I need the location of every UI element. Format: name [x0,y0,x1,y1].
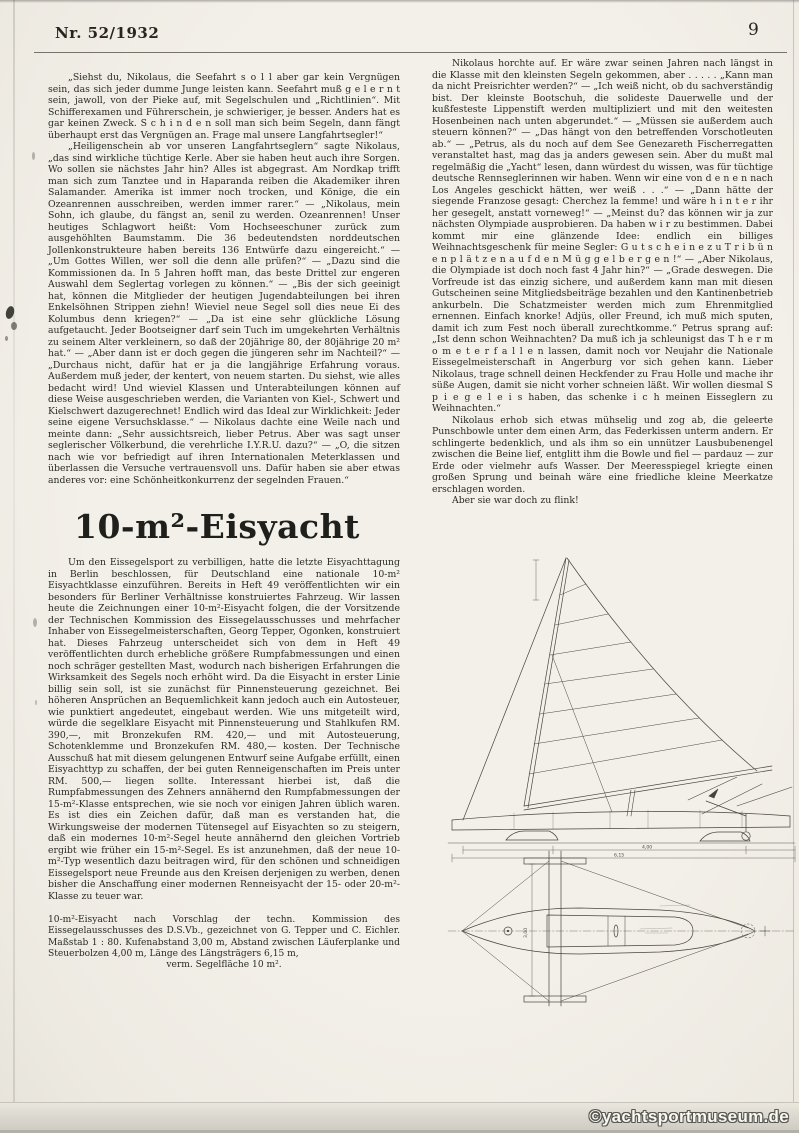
stern-crosshair [760,926,770,936]
left-column [48,72,400,971]
figure-caption [48,915,400,971]
boom-top [524,766,772,806]
closing-line: Aber sie war doch zu flink! [452,495,579,506]
hull-frames [514,810,742,829]
ink-blob [5,336,8,341]
boom-bottom [524,770,772,810]
article-headline: 10-m²-Eisyacht [74,507,360,546]
hull-bottom [452,827,790,830]
paragraph: „Heiligenschein ab vor unseren Langfahrtseglern“ sagte Nikolaus, „das sind wirkliche tüchtige Kerle. Aber sie haben heut auch ihre Sorgen. Wo sollen sie nächstes Jahr hin? Alles ist abgegrast. Am Nordkap trifft man sich zum Tanztee und in Haparanda reiben die Akademiker ihren Salamander. Amerika ist immer noch trocken, und Könige, die ein Ozeanrennen ausschreiben, werden immer rarer.“ — „Nikolaus, mein Sohn, ich glaube, du fängst an, senil zu werden. Ozeanrennen! Unser heutiges Schlagwort heißt: Vom Hochseeschuner zurück zum ausgehöhlten Baumstamm. Die 36 bedeutendsten norddeutschen Jollenkonstrukteure haben bereits 136 Entwürfe dazu eingereicht.“ — „Um Gottes Willen, wer soll die denn alle prüfen?“ — „Dazu sind die Kommissionen da. In 5 Jahren hofft man, das beste Drittel zur engeren Auswahl dem Seglertag vorlegen zu können.“ — „Bis der sich geeinigt hat, können die Mitglieder der heutigen Jugendabteilungen bei ihren Enkelsöhnen Strippen ziehn! Wieviel neue Segel soll dies neue Ei des Kolumbus denn kriegen?“ — „Da ist eine sehr glückliche Lösung aufgetaucht. Jeder Bootseigner darf sein Tuch im umgekehrten Verhältnis zu seinem Alter verkleinern, so daß der 20jährige 80, der 80jährige 20 m² hat.“ — „Aber dann ist er doch gegen die jüngeren sehr im Nachteil?“ — „Durchaus nicht, dafür hat er ja die langjährige Erfahrung voraus. Außerdem muß jeder, der kentert, von neuem starten. Du siehst, wie alles bedacht wird! Und wieviel Klassen und Unterabteilungen können auf diese Weise ausgeschrieben werden, die Varianten von Kiel-, Schwert und Kielschwert dazugerechnet! Endlich wird das Ideal zur Wirklichkeit: Jeder seine eigene Versuchsklasse.“ — Nikolaus dachte eine Weile nach und meinte dann: „Sehr aussichtsreich, lieber Petrus. Aber was sagt unser seglerischer Völkerbund, die verehrliche I.Y.R.U. dazu?“ — „O, die sitzen nach wie vor befriedigt auf ihren Internationalen Meterklassen und überlassen die Versuche vertrauensvoll uns. Dafür haben sie aber etwas anderes vor: eine Schönheitkonkurrenz der segelnden Frauen.“ [48,141,400,486]
plan-view [448,851,795,1006]
hull-side-view [448,801,795,862]
ink-speck [32,152,35,160]
plank-end-runner-bottom [524,996,586,1002]
dim-label-total: 6,15 [614,853,625,859]
dim-label-plank: 3,00 [524,927,529,938]
caption-text: 10-m²-Eisyacht nach Vorschlag der techn. Kommission des Eissegelausschusses des D.S.Vb., gezeichnet von G. Tepper und C. Eichler. Maßstab 1 : 80. Kufenabstand 3,00 m, Abstand zwischen Läuferplanke und Steuerbolzen 4,00 m, Länge des Längsträgers 6,15 m, [48,915,400,959]
ink-speck [35,700,37,705]
annotation-squiggles [640,905,690,933]
sail-leech [567,558,757,771]
plank-dimension [529,864,535,996]
plank-end-runner-top [524,858,586,864]
rig-sail-plan [463,558,792,820]
ink-speck [33,618,37,627]
binding-crease [13,0,15,1133]
mast-dimension [533,560,539,600]
aft-stay [552,655,612,812]
paragraph: „Siehst du, Nikolaus, die Seefahrt s o l l aber gar kein Vergnügen sein, das sich jeder dumme Junge leisten kann. Seefahrt muß g e l e r n t sein, jawoll, von der Pieke auf, mit Segelschulen und „Richtlinien“. Mit Schifferexamen und Führerschein, je schwieriger, je besser. Anders hat es gar keinen Zweck. S c h i n d e n soll man sich beim Segeln, dann fängt überhaupt erst das Vergnügen an. Frage mal unsere Langfahrtsegler!“ [48,72,400,141]
paragraph: Nikolaus erhob sich etwas mühselig und zog ab, die geleerte Punschbowle unter dem einen Arm, das Federkissen unterm andern. Er schlingerte bedenklich, und als ihm so ein unnützer Lausbubenengel zwischen die Beine lief, entglitt ihm die Bowle und fiel — pardauz — zur Erde oder vielmehr aufs Wasser. Der Meeresspiegel kriegte einen großen Sprung und beinah wäre eine friedliche kleine Meerkatze erschlagen worden. [432,414,773,495]
tiller [706,801,746,816]
sheer-line [452,811,790,820]
dim-label-aft: 4,00 [642,845,653,851]
caption-last-line: verm. Segelfläche 10 m². [166,960,282,971]
page-number: 9 [748,20,759,40]
watermark: ©yachtsportmuseum.de [589,1107,789,1126]
sail-battens [529,584,722,774]
steering-wheel [742,832,750,840]
iceyacht-drawing [440,548,796,1020]
steering-linkage [627,777,792,816]
ink-blob [11,322,17,330]
forestay [463,558,566,820]
mast-position-dot [507,930,509,932]
paragraph: Nikolaus horchte auf. Er wäre zwar seinen Jahren nach längst in die Klasse mit den kleinsten Segeln gekommen, aber . . . . . „Kann man da nicht Preisrichter werden?“ — „Ich weiß nicht, ob du sachverständig bist. Der kleinste Bootschuh, die solideste Dauerwelle und der kußfesteste Lippenstift werden multipliziert und mit den weitesten Hosenbeinen nach unten abgerundet.“ — „Müssen sie außerdem auch steuern können?“ — „Das hängt von den betreffenden Vorschotleuten ab.“ — „Petrus, als du noch auf dem See Genezareth Fischerregatten veranstaltet hast, mag das ja anders gewesen sein. Aber du mußt mal regelmäßig die „Yacht“ lesen, dann würdest du wissen, was für tüchtige deutsche Rennseglerinnen wir haben. Wenn wir eine von d e n e n nach Los Angeles geschickt hätten, wer weiß . . .“ — „Dann hätte der siegende Franzose gesagt: Cherchez la femme! und wäre h i n t e r ihr her gesegelt, anstatt vorneweg!“ — „Meinst du? das können wir ja zur nächsten Olympiade ausprobieren. Da haben w i r zu bestimmen. Dabei kommt mir eine glänzende Idee: endlich ein billiges Weihnachtsgeschenk für meine Segler: G u t s c h e i n e z u T r i b ü n e n p l ä t z e n a u f d e n M ü g g e l b e r g e n !“ — „Aber Nikolaus, die Olympiade ist doch noch fast 4 Jahr hin?“ — „Grade deswegen. Die Vorfreude ist das einzig sichere, und außerdem kann man mit diesen Gutscheinen seine Mitgliedsbeiträge bezahlen und den Kantinenbetrieb ankurbeln. Die Schatzmeister werden mich zum Ehrenmitglied ernennen. Einfach knorke! Adjüs, oller Freund, ich muß mich sputen, damit ich zum Fest noch überall zurechtkomme.“ Petrus sprang auf: „Ist denn schon Weihnachten? Da muß ich ja schleunigst das T h e r m o m e t e r f a l l e n lassen, damit noch vor Neujahr die Nationale Eissegelmeisterschaft in Angerburg vor sich gehen kann. Lieber Nikolaus, trage schnell deinen Heckfender zu Frau Holle und mache ihr süße Augen, damit sie nicht vorher schneien läßt. Wir wollen diesmal S p i e g e l e i s haben, das schenke i c h meinen Eisseglern zu Weihnachten.“ [432,58,773,414]
front-runner [506,831,558,840]
article-body: Um den Eissegelsport zu verbilligen, hatte die letzte Eisyachttagung in Berlin beschlossen, für Deutschland eine nationale 10-m² Eisyachtklasse einzuführen. Bereits in Heft 49 veröffentlichten wir ein besonders für Berliner Verhältnisse konstruiertes Fahrzeug. Wir lassen heute die Zeichnungen einer 10-m²-Eisyacht folgen, die der Vorsitzende der Technischen Kommission des Eissegelausschusses und mehrfacher Inhaber von Eissegelmeisterschaften, Georg Tepper, Ogonken, konstruiert hat. Dieses Fahrzeug unterscheidet sich von dem in Heft 49 veröffentlichten durch erhebliche größere Rumpfabmessungen und einen noch schräger gestellten Mast, wodurch nach bisherigen Erfahrungen die Wirksamkeit des Segels noch erhöht wird. Da die Eisyacht in erster Linie billig sein soll, ist sie zunächst für Pinnensteuerung gezeichnet. Bei höheren Ansprüchen an Bequemlichkeit kann jedoch auch ein Autosteuer, wie punktiert angedeutet, eingebaut werden. Wie uns mitgeteilt wird, würde die segelklare Eisyacht mit Pinnensteuerung und Stahlkufen RM. 390,—, mit Bronzekufen RM. 420,— und mit Autosteuerung, Schotenklemme und Bronzekufen RM. 480,— kosten. Der Technische Ausschuß hat mit diesem gelungenen Entwurf seine Aufgabe erfüllt, einen Eisyachttyp zu schaffen, der bei guten Renneigenschaften im Preis unter RM. 500,— liegen sollte. Interessant hierbei ist, daß die Rumpfabmessungen des Zehners annähernd den Rumpfabmessungen der 15-m²-Klasse entsprechen, wie sie noch vor einigen Jahren üblich waren. Es ist dies ein Zeichen dafür, daß man es verstanden hat, die Wirkungsweise der modernen Tütensegel auf Eisyachten so zu steigern, daß ein modernes 10-m²-Segel heute annähernd den gleichen Vortrieb ergibt wie früher ein 15-m²-Segel. Es ist anzunehmen, daß der neue 10-m²-Typ wesentlich dazu beitragen wird, für den schönen und schneidigen Eissegelsport neue Freunde aus den Kreisen derjenigen zu werben, denen bisher die Anschaffung einer modernen Renneisyacht der 15- oder 20-m²-Klasse zu teuer war. [48,557,401,902]
issue-number: Nr. 52/1932 [55,24,160,42]
right-column [432,58,773,507]
scan-top-edge [0,0,799,3]
header-rule [34,52,787,53]
